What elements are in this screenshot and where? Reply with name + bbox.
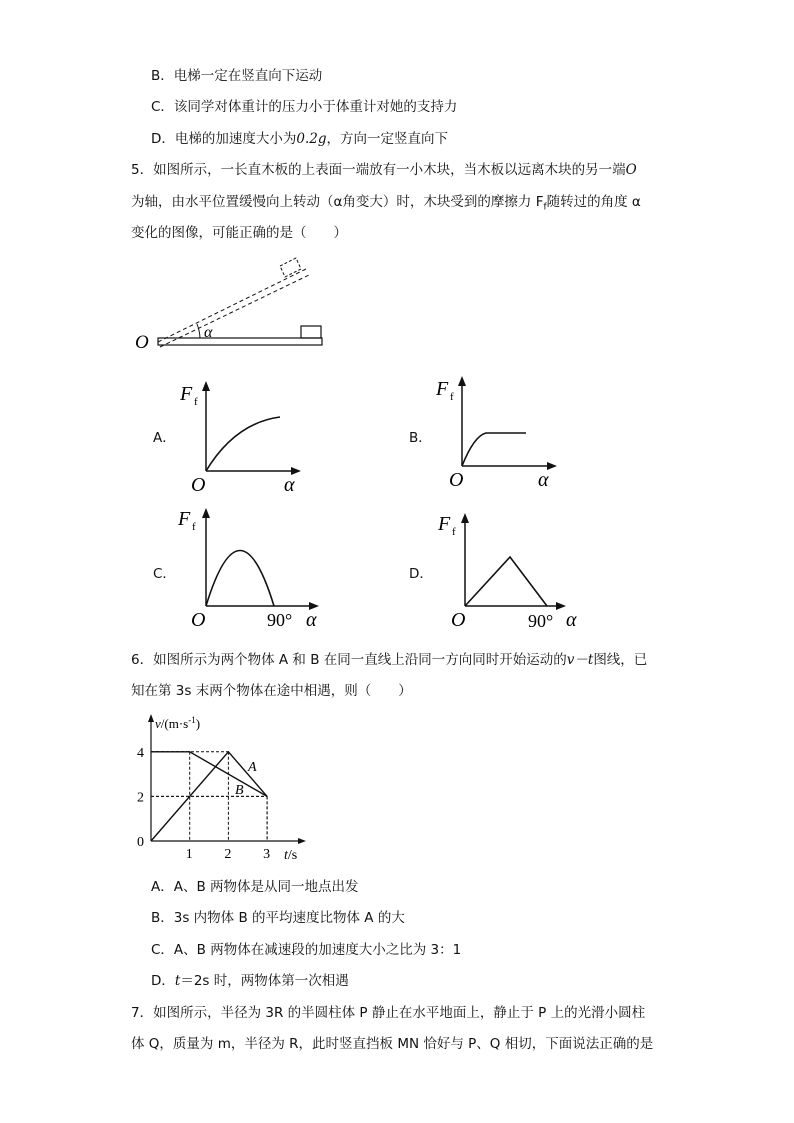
q4-option-b: B．电梯一定在竖直向下运动 bbox=[151, 68, 323, 84]
pivot-o-label: O bbox=[135, 332, 149, 353]
axis-ff-label: F bbox=[180, 383, 193, 405]
vt-x-tick-0: 0 bbox=[137, 835, 144, 850]
q6-option-d bbox=[151, 971, 349, 991]
axis-alpha-label: α bbox=[566, 609, 577, 631]
q6-stem-line2: 知在第 3s 末两个物体在途中相遇，则（ ） bbox=[131, 683, 412, 699]
q6-option-d-text: ＝2s 时，两物体第一次相遇 bbox=[180, 973, 349, 989]
q4-option-d-text: D．电梯的加速度大小为 bbox=[151, 131, 297, 147]
q5-option-d-label: D． bbox=[409, 566, 433, 582]
q5-option-b-label: B． bbox=[409, 430, 432, 446]
vt-x-tick-1: 1 bbox=[185, 847, 193, 862]
q5-graph-d bbox=[429, 510, 589, 635]
q5-stem-sub: f bbox=[543, 202, 547, 213]
q6-option-a: A．A、B 两物体是从同一地点出发 bbox=[151, 879, 359, 895]
angle-arc bbox=[197, 324, 200, 338]
q5-stem-text2: 为轴，由水平位置缓慢向上转动（α角变大）时，木块受到的摩擦力 F bbox=[131, 194, 544, 210]
vt-y-axis-label: $v/(m\cdot s^{-1})$ bbox=[155, 715, 201, 731]
axis-ff-label: F bbox=[438, 513, 451, 535]
q6-stem-text-post: 图线，已 bbox=[593, 652, 648, 668]
axis-ff-sub: f bbox=[194, 396, 198, 408]
q7-stem-line2: 体 Q，质量为 m，半径为 R，此时竖直挡板 MN 恰好与 P、Q 相切，下面说法正确的是 bbox=[131, 1036, 654, 1052]
origin-label: O bbox=[451, 609, 466, 631]
curve-d bbox=[465, 557, 547, 606]
axis-alpha-label: α bbox=[538, 469, 549, 491]
vt-y-tick-2: 2 bbox=[137, 790, 144, 806]
curve-c bbox=[206, 551, 274, 607]
q4-option-c: C．该同学对体重计的压力小于体重计对她的支持力 bbox=[151, 99, 458, 115]
vt-x-tick-2: 2 bbox=[224, 847, 232, 862]
axis-ff-sub: f bbox=[192, 521, 196, 533]
board-tilted-top bbox=[158, 269, 306, 342]
q6-vt-chart bbox=[130, 708, 320, 866]
q4-option-d-value: 0.2g bbox=[296, 131, 327, 147]
origin-label: O bbox=[191, 474, 206, 496]
vt-series-a-label: A bbox=[248, 760, 257, 775]
deg-90-label: 90° bbox=[267, 610, 293, 630]
origin-label: O bbox=[191, 609, 206, 631]
q5-stem-line1 bbox=[131, 160, 637, 180]
vt-x-tick-3: 3 bbox=[263, 847, 271, 862]
q5-stem-text2b: 随转过的角度 α bbox=[546, 194, 641, 210]
q6-stem-text: 6．如图所示为两个物体 A 和 B 在同一直线上沿同一方向同时开始运动的 bbox=[131, 652, 567, 668]
q5-stem-line2 bbox=[131, 192, 641, 218]
q5-graph-a bbox=[170, 378, 310, 498]
q6-option-d-prefix: D． bbox=[151, 973, 175, 989]
q7-stem-line1: 7．如图所示，半径为 3R 的半圆柱体 P 静止在水平地面上，静止于 P 上的光滑小圆柱 bbox=[131, 1005, 646, 1021]
board-tilted-bottom bbox=[160, 275, 309, 347]
vt-series-b-label: B bbox=[235, 783, 244, 798]
deg-90-label: 90° bbox=[528, 611, 554, 631]
alpha-label: α bbox=[204, 324, 213, 341]
origin-label: O bbox=[449, 469, 464, 491]
q6-option-c: C．A、B 两物体在减速段的加速度大小之比为 3：1 bbox=[151, 942, 462, 958]
q4-option-d bbox=[151, 129, 448, 149]
q6-stem-line1 bbox=[131, 650, 647, 670]
axis-alpha-label: α bbox=[306, 609, 317, 631]
q5-stem-o: O bbox=[625, 162, 637, 178]
curve-b bbox=[462, 433, 526, 466]
vt-y-tick-4: 4 bbox=[137, 745, 144, 761]
q4-option-d-post: ，方向一定竖直向下 bbox=[326, 131, 449, 147]
axis-ff-sub: f bbox=[450, 391, 454, 403]
q6-option-d-t: t bbox=[174, 973, 181, 989]
block-tilted bbox=[280, 258, 301, 277]
vt-x-axis-label: t/s bbox=[284, 848, 298, 863]
axis-ff-sub: f bbox=[452, 526, 456, 538]
q5-stem-line3: 变化的图像，可能正确的是（ ） bbox=[131, 225, 347, 241]
axis-alpha-label: α bbox=[284, 474, 295, 496]
q5-graph-c bbox=[170, 505, 330, 635]
curve-a bbox=[206, 417, 280, 471]
q5-option-a-label: A． bbox=[153, 430, 176, 446]
q5-stem-text: 5．如图所示，一长直木板的上表面一端放有一小木块，当木板以远离木块的另一端 bbox=[131, 162, 626, 178]
axis-ff-label: F bbox=[436, 378, 449, 400]
q6-stem-vt: v－t bbox=[566, 652, 594, 668]
block-horizontal bbox=[301, 326, 321, 338]
axis-ff-label: F bbox=[178, 508, 191, 530]
q5-board-figure bbox=[130, 250, 330, 355]
q6-option-b: B．3s 内物体 B 的平均速度比物体 A 的大 bbox=[151, 910, 405, 926]
q5-option-c-label: C． bbox=[153, 566, 176, 582]
q5-graph-b bbox=[426, 373, 566, 493]
board-horizontal bbox=[158, 338, 322, 345]
